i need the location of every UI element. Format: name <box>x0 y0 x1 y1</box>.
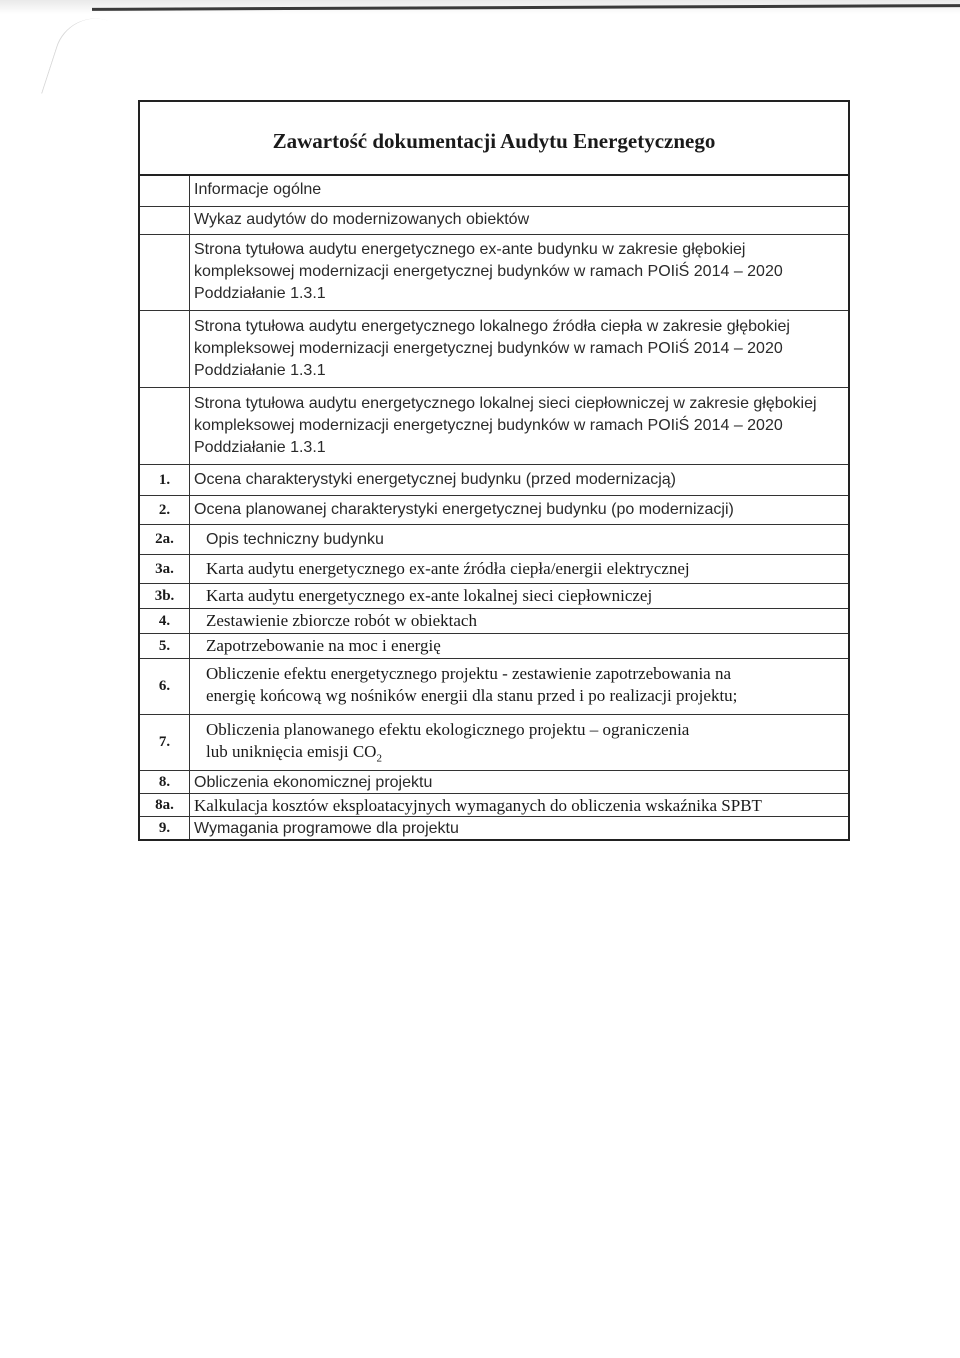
row-number: 4. <box>140 609 190 633</box>
row-number: 3a. <box>140 555 190 583</box>
row-number: 6. <box>140 659 190 714</box>
row-number: 7. <box>140 715 190 770</box>
table-row <box>140 388 848 465</box>
table-row <box>140 659 848 715</box>
row-number: 9. <box>140 817 190 839</box>
table-row <box>140 311 848 388</box>
row-text: Ocena planowanej charakterystyki energetycznej budynku (po modernizacji) <box>194 501 734 518</box>
table-row <box>140 609 848 634</box>
row-number <box>140 207 190 234</box>
document-table <box>138 100 850 841</box>
table-row <box>140 584 848 609</box>
table-row <box>140 525 848 555</box>
row-number <box>140 176 190 206</box>
row-text: Zapotrzebowanie na moc i energię <box>206 636 441 655</box>
table-row <box>140 465 848 496</box>
row-number: 8. <box>140 771 190 793</box>
document-title: Zawartość dokumentacji Audytu Energetycznego <box>140 102 848 176</box>
table-row <box>140 771 848 794</box>
row-text: Obliczenia planowanego efektu ekologicznego projektu – ograniczenia lub uniknięcia emisji $CO_2$ <box>190 715 848 770</box>
row-text: Karta audytu energetycznego ex-ante źródła ciepła/energii elektrycznej <box>206 559 690 578</box>
table-row <box>140 496 848 525</box>
row-text: Strona tytułowa audytu energetycznego lokalnej sieci ciepłowniczej w zakresie głębokiej kompleksowej modernizacji energetycznej budynków w ramach POIiŚ 2014 – 2020 Poddziałanie 1.3.1 <box>194 395 817 456</box>
row-number <box>140 311 190 387</box>
table-row <box>140 634 848 659</box>
row-text: Obliczenie efektu energetycznego projektu - zestawienie zapotrzebowania na energię końcową wg nośników energii dla stanu przed i po realizacji projektu; <box>206 664 738 705</box>
row-text: Informacje ogólne <box>194 181 322 198</box>
table-row <box>140 235 848 311</box>
table-row <box>140 715 848 771</box>
row-number: 3b. <box>140 584 190 608</box>
row-number: 5. <box>140 634 190 658</box>
row-number <box>140 235 190 310</box>
row-text: Kalkulacja kosztów eksploatacyjnych wymaganych do obliczenia wskaźnika SPBT <box>194 796 762 815</box>
scan-artifact <box>41 8 108 106</box>
row-text: Ocena charakterystyki energetycznej budynku (przed modernizacją) <box>194 471 677 488</box>
row-number: 8a. <box>140 794 190 816</box>
subscript: 2 <box>376 752 382 765</box>
row-number: 2a. <box>140 525 190 554</box>
row-text: Zestawienie zbiorcze robót w obiektach <box>206 611 477 630</box>
row-text: Opis techniczny budynku <box>206 531 384 548</box>
table-row <box>140 794 848 817</box>
row-number: 2. <box>140 496 190 524</box>
row-text: Obliczenia ekonomicznej projektu <box>194 774 433 791</box>
row-number <box>140 388 190 464</box>
row-text: Wymagania programowe dla projektu <box>194 820 459 837</box>
table-row <box>140 817 848 839</box>
row-number: 1. <box>140 465 190 495</box>
table-row <box>140 176 848 207</box>
row-text-line: lub uniknięcia emisji $CO_2$ <box>206 742 382 765</box>
table-row <box>140 207 848 235</box>
row-text: Karta audytu energetycznego ex-ante lokalnej sieci ciepłowniczej <box>206 586 653 605</box>
row-text: Strona tytułowa audytu energetycznego lokalnego źródła ciepła w zakresie głębokiej kompleksowej modernizacji energetycznej budynków w ramach POIiŚ 2014 – 2020 Poddziałanie 1.3.1 <box>194 318 790 379</box>
row-text: Strona tytułowa audytu energetycznego ex-ante budynku w zakresie głębokiej kompleksowej modernizacji energetycznej budynków w ramach POIiŚ 2014 – 2020 Poddziałanie 1.3.1 <box>194 241 783 302</box>
table-row <box>140 555 848 584</box>
row-text: Wykaz audytów do modernizowanych obiektów <box>194 211 530 228</box>
